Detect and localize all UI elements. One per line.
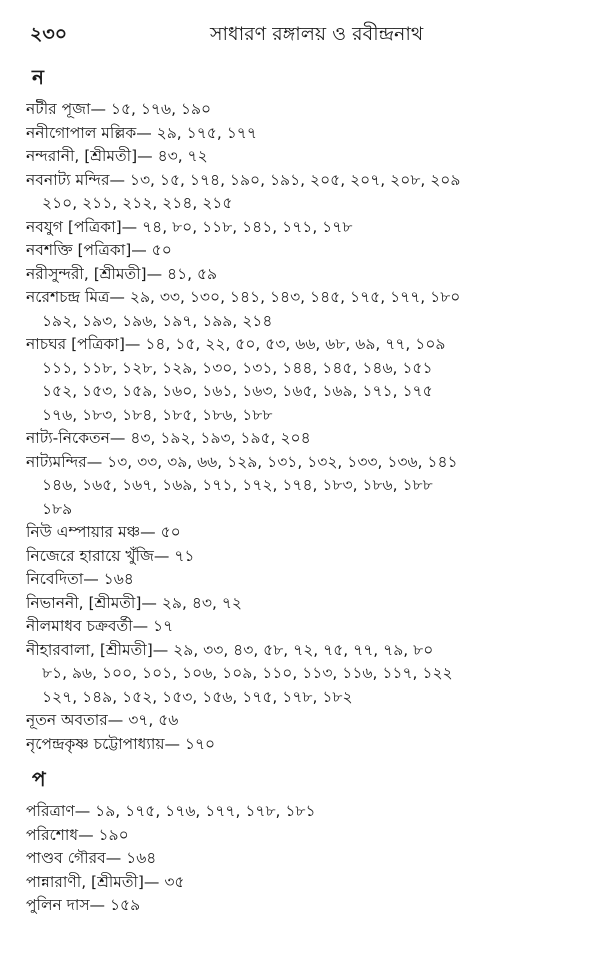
entry-continuation-line: ১৮৯ xyxy=(42,499,73,518)
index-entry xyxy=(26,568,586,592)
index-entry xyxy=(26,145,586,169)
index-entry xyxy=(26,894,586,918)
entry-continuation-line: ১৭৬, ১৮৩, ১৮৪, ১৮৫, ১৮৬, ১৮৮ xyxy=(42,405,273,424)
entry-continuation-line: ১৪৬, ১৬৫, ১৬৭, ১৬৯, ১৭১, ১৭২, ১৭৪, ১৮৩, ১৮৬, ১৮৮ xyxy=(42,476,433,494)
entry-continuation-line: ১৫২, ১৫৩, ১৫৯, ১৬০, ১৬১, ১৬৩, ১৬৫, ১৬৯, ১৭১, ১৭৫ xyxy=(42,382,433,400)
entry-line: পরিত্রাণ— ১৯, ১৭৫, ১৭৬, ১৭৭, ১৭৮, ১৮১ xyxy=(26,802,316,820)
entry-line: নবশক্তি [পত্রিকা]— ৫০ xyxy=(26,241,172,259)
entry-line: ননীগোপাল মল্লিক— ২৯, ১৭৫, ১৭৭ xyxy=(26,123,257,142)
index-entry xyxy=(26,800,586,824)
index-entry xyxy=(26,709,586,733)
entry-line: নবযুগ [পত্রিকা]— ৭৪, ৮০, ১১৮, ১৪১, ১৭১, ১৭৮ xyxy=(26,217,353,236)
page-header xyxy=(0,14,600,48)
entry-line: নাট্যমন্দির— ১৩, ৩৩, ৩৯, ৬৬, ১২৯, ১৩১, ১৩২, ১৩৩, ১৩৬, ১৪১ xyxy=(26,452,458,471)
index-entry xyxy=(26,521,586,545)
index-entry xyxy=(26,98,586,122)
index-entry xyxy=(26,263,586,287)
index-body xyxy=(26,62,586,926)
entry-line: নন্দরানী, [শ্রীমতী]— ৪৩, ৭২ xyxy=(26,147,208,165)
entry-line: নূতন অবতার— ৩৭, ৫৬ xyxy=(26,711,179,729)
entry-line: নীলমাধব চক্রবর্তী— ১৭ xyxy=(26,617,174,635)
entry-line: নাচঘর [পত্রিকা]— ১৪, ১৫, ২২, ৫০, ৫৩, ৬৬, ৬৮, ৬৯, ৭৭, ১০৯ xyxy=(26,335,446,353)
entry-continuation-line: ২১০, ২১১, ২১২, ২১৪, ২১৫ xyxy=(42,194,233,212)
entry-line: নিবেদিতা— ১৬৪ xyxy=(26,570,134,588)
entry-line: নিজেরে হারায়ে খুঁজি— ৭১ xyxy=(26,546,195,565)
entry-continuation-line: ১২৭, ১৪৯, ১৫২, ১৫৩, ১৫৬, ১৭৫, ১৭৮, ১৮২ xyxy=(42,687,353,706)
entry-continuation-line: ১৯২, ১৯৩, ১৯৬, ১৯৭, ১৯৯, ২১৪ xyxy=(42,311,273,330)
index-entry xyxy=(26,592,586,616)
index-entry xyxy=(26,427,586,451)
index-entry xyxy=(26,286,586,333)
index-entry xyxy=(26,239,586,263)
entry-line: নরীসুন্দরী, [শ্রীমতী]— ৪১, ৫৯ xyxy=(26,264,218,283)
section-letter: প xyxy=(32,767,46,791)
entry-line: নরেশচন্দ্র মিত্র— ২৯, ৩৩, ১৩০, ১৪১, ১৪৩, ১৪৫, ১৭৫, ১৭৭, ১৮০ xyxy=(26,288,461,306)
entry-line: নীহারবালা, [শ্রীমতী]— ২৯, ৩৩, ৪৩, ৫৮, ৭২, ৭৫, ৭৭, ৭৯, ৮০ xyxy=(26,640,434,659)
index-entry xyxy=(26,824,586,848)
entry-line: পুলিন দাস— ১৫৯ xyxy=(26,896,141,914)
index-entry xyxy=(26,545,586,569)
section-letter: ন xyxy=(32,65,44,89)
page-number: ২৩০ xyxy=(30,23,68,45)
entry-continuation-line: ১১১, ১১৮, ১২৮, ১২৯, ১৩০, ১৩১, ১৪৪, ১৪৫, ১৪৬, ১৫১ xyxy=(42,358,433,377)
index-section xyxy=(26,764,586,918)
entry-line: পরিশোধ— ১৯০ xyxy=(26,825,129,844)
index-entry xyxy=(26,451,586,522)
index-entry xyxy=(26,216,586,240)
entry-line: পান্নারাণী, [শ্রীমতী]— ৩৫ xyxy=(26,872,185,891)
index-entry xyxy=(26,847,586,871)
index-entry xyxy=(26,333,586,427)
entry-line: নাট্য-নিকেতন— ৪৩, ১৯২, ১৯৩, ১৯৫, ২০৪ xyxy=(26,429,311,447)
entry-line: নবনাট্য মন্দির— ১৩, ১৫, ১৭৪, ১৯০, ১৯১, ২০৫, ২০৭, ২০৮, ২০৯ xyxy=(26,170,461,189)
index-entry xyxy=(26,639,586,710)
entry-line: নিউ এম্পায়ার মঞ্চ— ৫০ xyxy=(26,523,181,541)
entry-line: নটীর পূজা— ১৫, ১৭৬, ১৯০ xyxy=(26,100,212,118)
index-entry xyxy=(26,871,586,895)
entry-continuation-line: ৮১, ৯৬, ১০০, ১০১, ১০৬, ১০৯, ১১০, ১১৩, ১১৬, ১১৭, ১২২ xyxy=(42,664,453,682)
index-entry xyxy=(26,169,586,216)
index-section xyxy=(26,62,586,756)
index-entry xyxy=(26,615,586,639)
running-title: সাধারণ রঙ্গালয় ও রবীন্দ্রনাথ xyxy=(210,23,424,45)
entry-line: নিভাননী, [শ্রীমতী]— ২৯, ৪৩, ৭২ xyxy=(26,593,242,612)
entry-line: নৃপেন্দ্রকৃষ্ণ চট্টোপাধ্যায়— ১৭০ xyxy=(26,734,216,753)
index-entry xyxy=(26,122,586,146)
index-entry xyxy=(26,733,586,757)
entry-line: পাণ্ডব গৌরব— ১৬৪ xyxy=(26,849,157,867)
